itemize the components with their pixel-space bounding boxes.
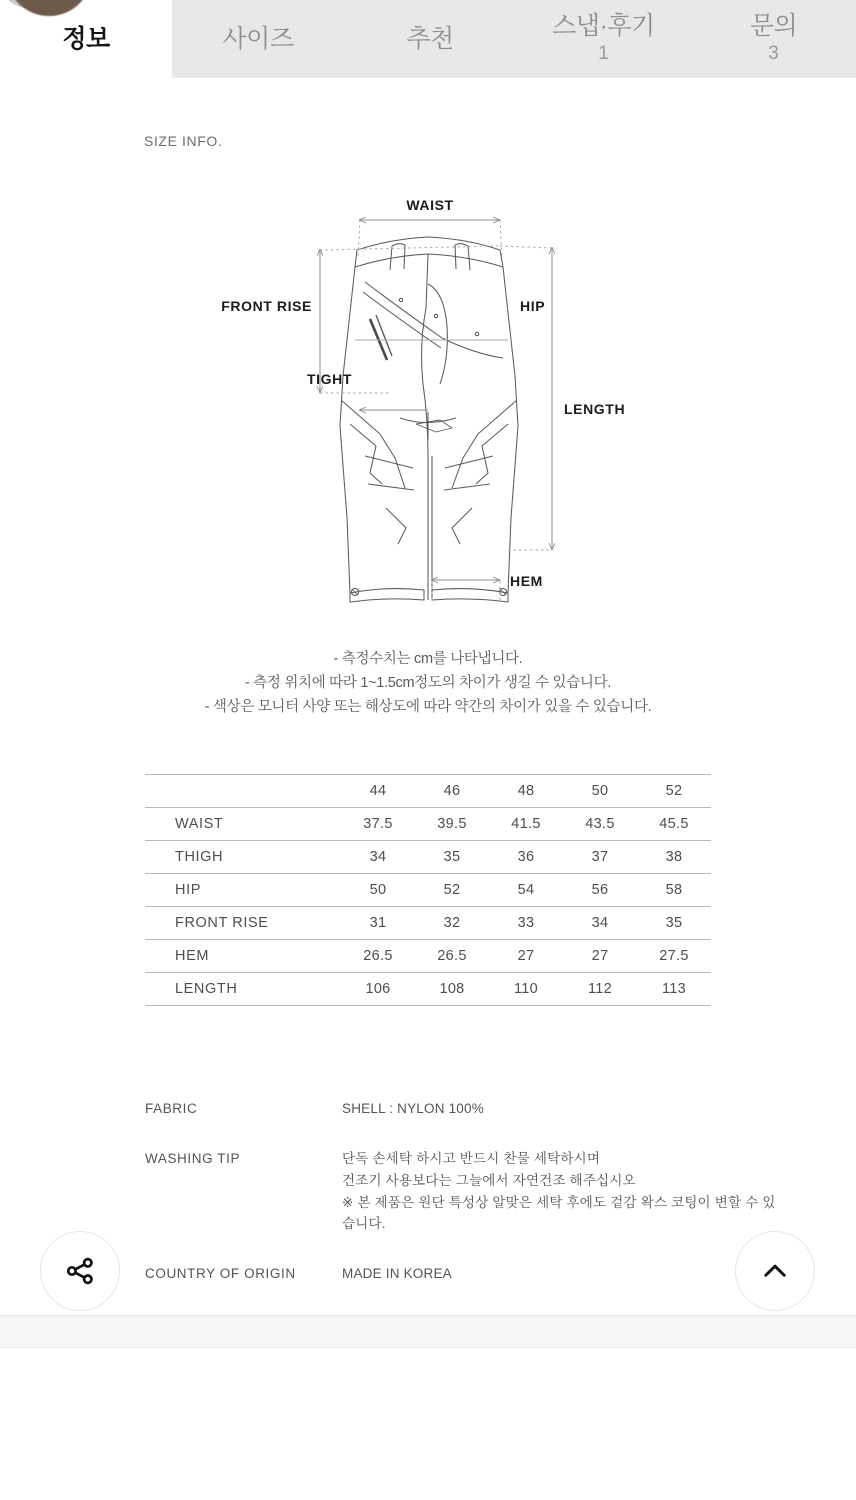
tab-info[interactable]	[0, 0, 172, 78]
info-key-washing-tip: WASHING TIP	[145, 1150, 241, 1166]
table-row	[145, 907, 711, 940]
table-cell: 58	[637, 874, 711, 907]
table-row-label: LENGTH	[145, 973, 341, 1006]
size-chart-table	[145, 774, 711, 1006]
diagram-label-hip: HIP	[520, 298, 546, 314]
purchase-action-bar	[0, 1348, 856, 1500]
info-row-country-of-origin	[145, 1263, 785, 1285]
table-cell: 54	[489, 874, 563, 907]
table-row	[145, 874, 711, 907]
table-cell: 110	[489, 973, 563, 1006]
info-value-line: SHELL : NYLON 100%	[342, 1101, 484, 1116]
info-value-country-of-origin	[342, 1263, 452, 1285]
pants-measurement-diagram	[200, 188, 660, 608]
tab-label: 사이즈	[222, 24, 294, 53]
info-value-line: 건조기 사용보다는 그늘에서 자연건조 해주십시오	[342, 1172, 636, 1188]
diagram-label-front-rise: FRONT RISE	[221, 298, 312, 314]
tab-label: 추천	[406, 24, 454, 53]
table-cell: 34	[341, 841, 415, 874]
diagram-label-tight: TIGHT	[307, 371, 352, 387]
table-cell: 27	[563, 940, 637, 973]
table-cell: 39.5	[415, 808, 489, 841]
table-cell: 27.5	[637, 940, 711, 973]
table-row	[145, 973, 711, 1006]
table-row-label: WAIST	[145, 808, 341, 841]
tab-label: 문의	[749, 12, 798, 41]
table-cell: 34	[563, 907, 637, 940]
info-value-fabric	[342, 1098, 484, 1120]
table-cell: 37	[563, 841, 637, 874]
product-tab-bar	[0, 0, 856, 78]
diagram-label-hem: HEM	[510, 573, 543, 589]
info-value-washing-tip	[342, 1148, 785, 1235]
table-cell: 56	[563, 874, 637, 907]
chevron-up-icon	[758, 1254, 792, 1288]
table-cell: 113	[637, 973, 711, 1006]
table-cell: 35	[637, 907, 711, 940]
table-cell: 27	[489, 940, 563, 973]
info-value-line: MADE IN KOREA	[342, 1266, 452, 1282]
tab-label: 정보	[62, 24, 110, 53]
tab-inquiry[interactable]	[691, 0, 856, 78]
table-col-header: 46	[415, 775, 489, 808]
table-cell: 41.5	[489, 808, 563, 841]
table-cell: 38	[637, 841, 711, 874]
table-cell: 33	[489, 907, 563, 940]
table-cell: 106	[341, 973, 415, 1006]
share-icon	[63, 1254, 97, 1288]
note-line: - 측정 위치에 따라 1~1.5cm정도의 차이가 생길 수 있습니다.	[244, 674, 612, 691]
table-cell: 37.5	[341, 808, 415, 841]
tab-panel-info	[0, 78, 856, 1315]
info-row-washing-tip	[145, 1148, 785, 1235]
note-line: - 색상은 모니터 사양 또는 해상도에 따라 약간의 차이가 있을 수 있습니다.	[204, 698, 652, 715]
table-cell: 26.5	[341, 940, 415, 973]
table-row-label: THIGH	[145, 841, 341, 874]
table-col-header: 48	[489, 775, 563, 808]
tab-count-badge: 1	[598, 43, 609, 64]
table-cell: 35	[415, 841, 489, 874]
table-cell: 108	[415, 973, 489, 1006]
table-col-header: 50	[563, 775, 637, 808]
table-row-label: FRONT RISE	[145, 907, 341, 940]
table-row	[145, 841, 711, 874]
table-corner-cell	[145, 775, 341, 808]
size-info-heading: SIZE INFO.	[144, 133, 223, 149]
table-row	[145, 808, 711, 841]
info-value-line: ※ 본 제품은 원단 특성상 알맞은 세탁 후에도 겉감 왁스 코팅이 변할 수 있습니다.	[342, 1194, 776, 1232]
table-col-header: 52	[637, 775, 711, 808]
measurement-notes	[0, 648, 856, 720]
diagram-label-waist: WAIST	[406, 197, 454, 213]
tab-size[interactable]	[172, 0, 344, 78]
info-value-line: 단독 손세탁 하시고 반드시 찬물 세탁하시며	[342, 1150, 601, 1166]
tab-count-badge: 3	[768, 43, 779, 64]
info-row-fabric	[145, 1098, 785, 1120]
scroll-to-top-button[interactable]	[735, 1231, 815, 1311]
product-info-block	[145, 1098, 785, 1313]
table-cell: 32	[415, 907, 489, 940]
table-row	[145, 940, 711, 973]
table-row-label: HIP	[145, 874, 341, 907]
tab-label: 스냅·후기	[552, 12, 655, 41]
table-cell: 52	[415, 874, 489, 907]
table-cell: 36	[489, 841, 563, 874]
table-cell: 31	[341, 907, 415, 940]
table-header-row	[145, 775, 711, 808]
table-cell: 45.5	[637, 808, 711, 841]
info-key-country-of-origin: COUNTRY OF ORIGIN	[145, 1266, 296, 1282]
table-cell: 50	[341, 874, 415, 907]
tab-snap-review[interactable]	[516, 0, 691, 78]
section-divider-band	[0, 1315, 856, 1348]
table-cell: 26.5	[415, 940, 489, 973]
share-button[interactable]	[40, 1231, 120, 1311]
note-line: - 측정수치는 cm를 나타냅니다.	[333, 651, 523, 667]
table-row-label: HEM	[145, 940, 341, 973]
table-cell: 43.5	[563, 808, 637, 841]
table-col-header: 44	[341, 775, 415, 808]
table-cell: 112	[563, 973, 637, 1006]
info-key-fabric: FABRIC	[145, 1101, 198, 1116]
diagram-label-length: LENGTH	[564, 401, 626, 417]
tab-recommend[interactable]	[344, 0, 516, 78]
